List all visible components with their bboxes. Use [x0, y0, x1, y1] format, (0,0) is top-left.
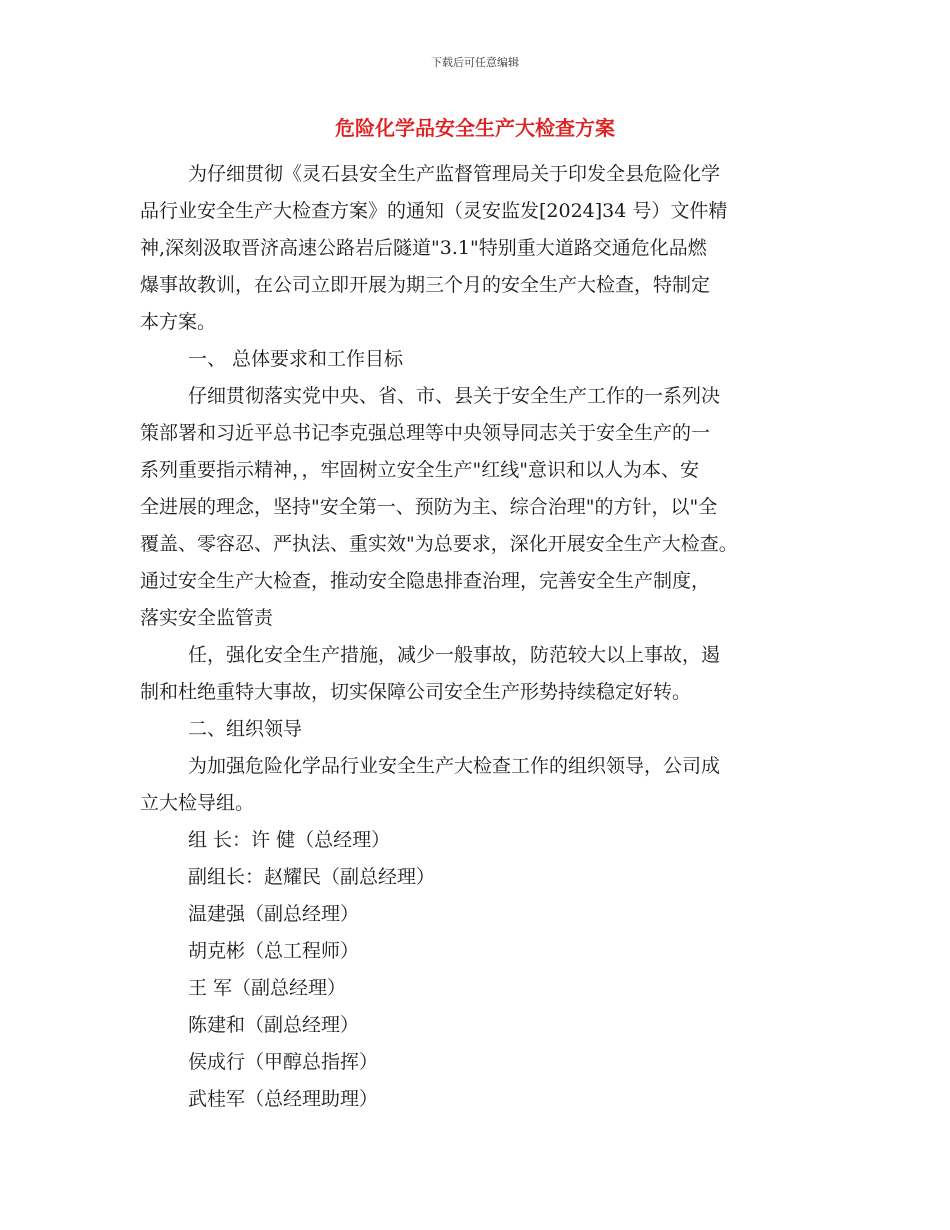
paragraph-line: 立大检导组。	[140, 792, 255, 814]
paragraph-line: 任，强化安全生产措施，减少一般事故，防范较大以上事故，遏	[188, 644, 721, 666]
document-body	[140, 156, 810, 1118]
member-line: 武桂军（总经理助理）	[188, 1088, 379, 1110]
section-heading: 二、组织领导	[188, 718, 303, 740]
paragraph-line: 仔细贯彻落实党中央、省、市、县关于安全生产工作的一系列决	[188, 385, 721, 407]
paragraph-line: 爆事故教训，在公司立即开展为期三个月的安全生产大检查，特制定	[140, 274, 711, 296]
paragraph-line: 通过安全生产大检查，推动安全隐患排查治理，完善安全生产制度，	[140, 570, 711, 592]
paragraph-line: 覆盖、零容忍、严执法、重实效"为总要求，深化开展安全生产大检查。	[140, 533, 738, 555]
member-line: 侯成行（甲醇总指挥）	[188, 1051, 379, 1073]
paragraph-line: 全进展的理念，坚持"安全第一、预防为主、综合治理"的方针，以"全	[140, 496, 718, 518]
member-line: 组 长：许 健（总经理）	[188, 829, 391, 851]
header-note: 下载后可任意编辑	[431, 56, 519, 69]
section-heading: 一、 总体要求和工作目标	[188, 348, 404, 370]
paragraph-line: 落实安全监管责	[140, 607, 274, 629]
document-title: 危险化学品安全生产大检查方案	[335, 116, 615, 140]
paragraph-line: 为加强危险化学品行业安全生产大检查工作的组织领导，公司成	[188, 755, 721, 777]
member-line: 副组长：赵耀民（副总经理）	[188, 866, 436, 888]
paragraph-line: 系列重要指示精神，，牢固树立安全生产"红线"意识和以人为本、安	[140, 459, 699, 481]
member-line: 胡克彬（总工程师）	[188, 940, 360, 962]
paragraph-line: 本方案。	[140, 311, 217, 333]
member-line: 温建强（副总经理）	[188, 903, 360, 925]
paragraph-line: 品行业安全生产大检查方案》的通知（灵安监发[2024]34 号）文件精	[140, 200, 728, 222]
paragraph-line: 策部署和习近平总书记李克强总理等中央领导同志关于安全生产的一	[140, 422, 711, 444]
member-line: 王 军（副总经理）	[188, 977, 347, 999]
paragraph-line: 为仔细贯彻《灵石县安全生产监督管理局关于印发全县危险化学	[188, 163, 721, 185]
member-line: 陈建和（副总经理）	[188, 1014, 360, 1036]
paragraph-line: 神,深刻汲取晋济高速公路岩后隧道"3.1"特别重大道路交通危化品燃	[140, 237, 707, 259]
paragraph-line: 制和杜绝重特大事故，切实保障公司安全生产形势持续稳定好转。	[140, 681, 692, 703]
